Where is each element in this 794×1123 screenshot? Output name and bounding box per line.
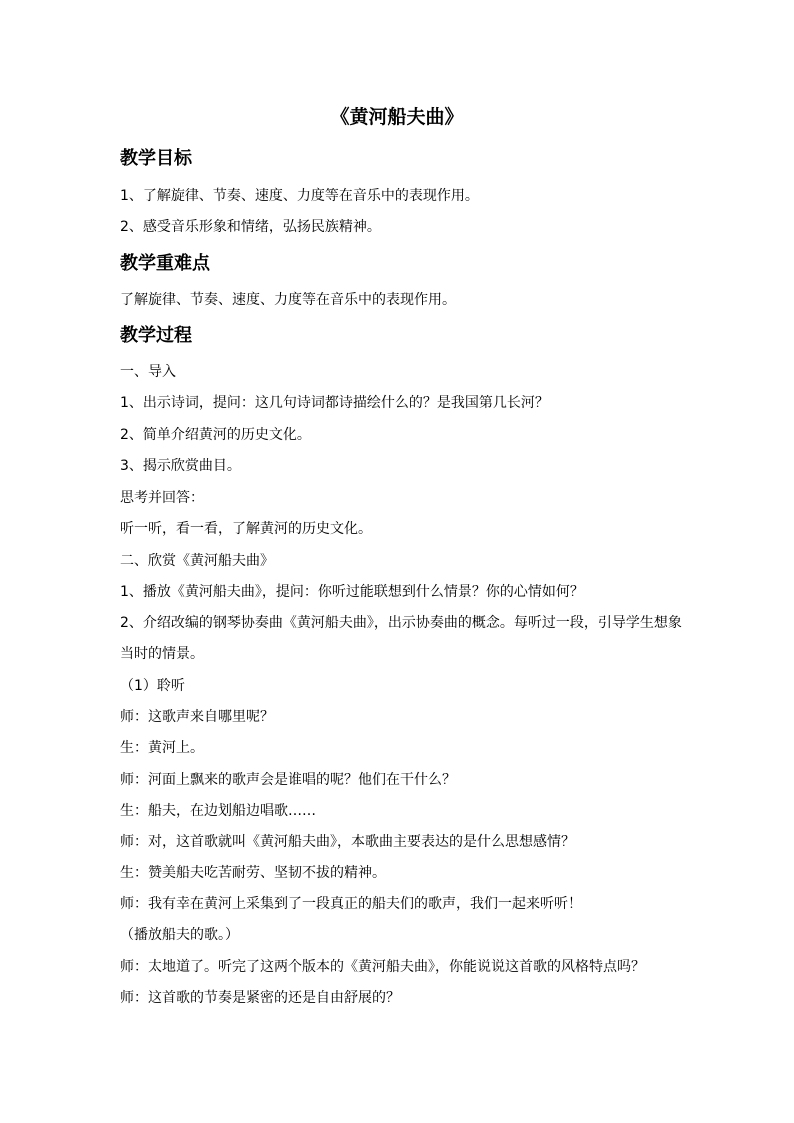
process-line: 师：河面上飘来的歌声会是谁唱的呢？他们在干什么？ (120, 772, 456, 788)
process-line: 生：黄河上。 (120, 740, 204, 756)
process-line: 3、揭示欣赏曲目。 (120, 458, 241, 474)
process-line: 师：这歌声来自哪里呢？ (120, 709, 274, 725)
process-line: 1、出示诗词，提问：这几句诗词都诗描绘什么的？是我国第几长河？ (120, 395, 549, 411)
process-line: 一、导入 (120, 364, 176, 380)
process-line: 师：太地道了。听完了这两个版本的《黄河船夫曲》，你能说说这首歌的风格特点吗？ (120, 959, 645, 975)
process-line: 2、介绍改编的钢琴协奏曲《黄河船夫曲》，出示协奏曲的概念。每听过一段，引导学生想象 (120, 615, 682, 631)
process-line: 思考并回答： (120, 490, 204, 506)
process-line: （播放船夫的歌。） (120, 927, 239, 943)
process-line: 师：这首歌的节奏是紧密的还是自由舒展的？ (120, 990, 400, 1006)
goal-item-2: 2、感受音乐形象和情绪，弘扬民族精神。 (120, 219, 381, 235)
document-title: 《黄河船夫曲》 (330, 106, 464, 128)
process-line: 2、简单介绍黄河的历史文化。 (120, 427, 311, 443)
heading-teaching-process: 教学过程 (120, 325, 192, 346)
goal-item-1: 1、了解旋律、节奏、速度、力度等在音乐中的表现作用。 (120, 188, 479, 204)
heading-key-points: 教学重难点 (120, 253, 210, 274)
heading-teaching-goals: 教学目标 (120, 148, 192, 169)
process-line: （1）聆听 (120, 678, 185, 694)
process-line: 听一听，看一看，了解黄河的历史文化。 (120, 521, 372, 537)
process-line: 二、欣赏《黄河船夫曲》 (120, 553, 274, 569)
process-line: 1、播放《黄河船夫曲》，提问：你听过能联想到什么情景？你的心情如何？ (120, 584, 584, 600)
process-line: 生：赞美船夫吃苦耐劳、坚韧不拔的精神。 (120, 865, 386, 881)
key-point-text: 了解旋律、节奏、速度、力度等在音乐中的表现作用。 (120, 292, 456, 308)
process-line: 当时的情景。 (120, 646, 204, 662)
process-line: 师：我有幸在黄河上采集到了一段真正的船夫们的歌声，我们一起来听听！ (120, 896, 582, 912)
process-line: 生：船夫，在边划船边唱歌…… (120, 803, 316, 819)
process-line: 师：对，这首歌就叫《黄河船夫曲》，本歌曲主要表达的是什么思想感情？ (120, 834, 575, 850)
